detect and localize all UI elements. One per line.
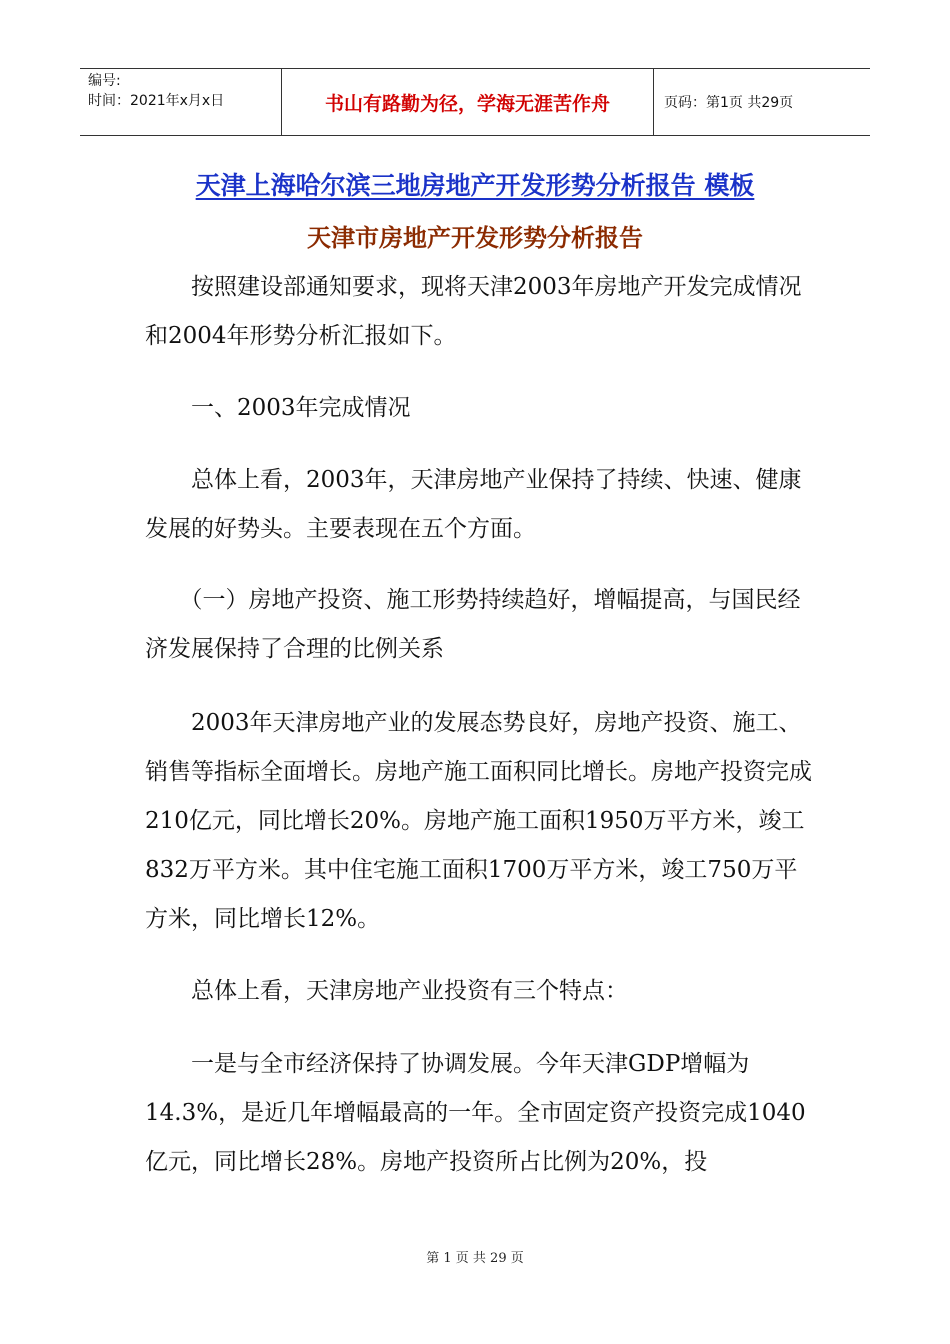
- document-link-title[interactable]: 天津上海哈尔滨三地房地产开发形势分析报告 模板: [195, 171, 755, 200]
- header-table: [80, 68, 870, 136]
- header-page-cell: [654, 69, 870, 135]
- paragraph-section-one-heading: 一、2003年完成情况: [145, 395, 411, 421]
- document-sub-title: 天津市房地产开发形势分析报告: [307, 224, 643, 252]
- document-time-label: 时间：2021年x月x日: [88, 93, 225, 109]
- document-number-label: 编号:: [88, 73, 121, 89]
- header-motto: 书山有路勤为径，学海无涯苦作舟: [324, 92, 610, 115]
- paragraph-features-intro: 总体上看，天津房地产业投资有三个特点：: [145, 978, 628, 1004]
- page-footer: 第 1 页 共 29 页: [426, 1251, 524, 1266]
- header-info-cell: [80, 69, 282, 135]
- paragraph-subsection-one: （一）房地产投资、施工形势持续趋好，增幅提高，与国民经济发展保持了合理的比例关系: [145, 587, 801, 662]
- header-page-info: 页码：第1页 共29页: [664, 95, 794, 111]
- paragraph-intro: 按照建设部通知要求，现将天津2003年房地产开发完成情况和2004年形势分析汇报如下。: [145, 274, 802, 349]
- paragraph-feature-one: 一是与全市经济保持了协调发展。今年天津GDP增幅为14.3%，是近几年增幅最高的一年。全市固定资产投资完成1040亿元，同比增长28%。房地产投资所占比例为20%，投: [145, 1051, 806, 1175]
- paragraph-overview: 总体上看，2003年，天津房地产业保持了持续、快速、健康发展的好势头。主要表现在五个方面。: [145, 467, 802, 542]
- paragraph-statistics: 2003年天津房地产业的发展态势良好，房地产投资、施工、销售等指标全面增长。房地产施工面积同比增长。房地产投资完成210亿元，同比增长20%。房地产施工面积1950万平方米，竣工832万平方米。其中住宅施工面积1700万平方米，竣工750万平方米，同比增长12%。: [145, 710, 812, 932]
- header-motto-cell: [282, 69, 654, 135]
